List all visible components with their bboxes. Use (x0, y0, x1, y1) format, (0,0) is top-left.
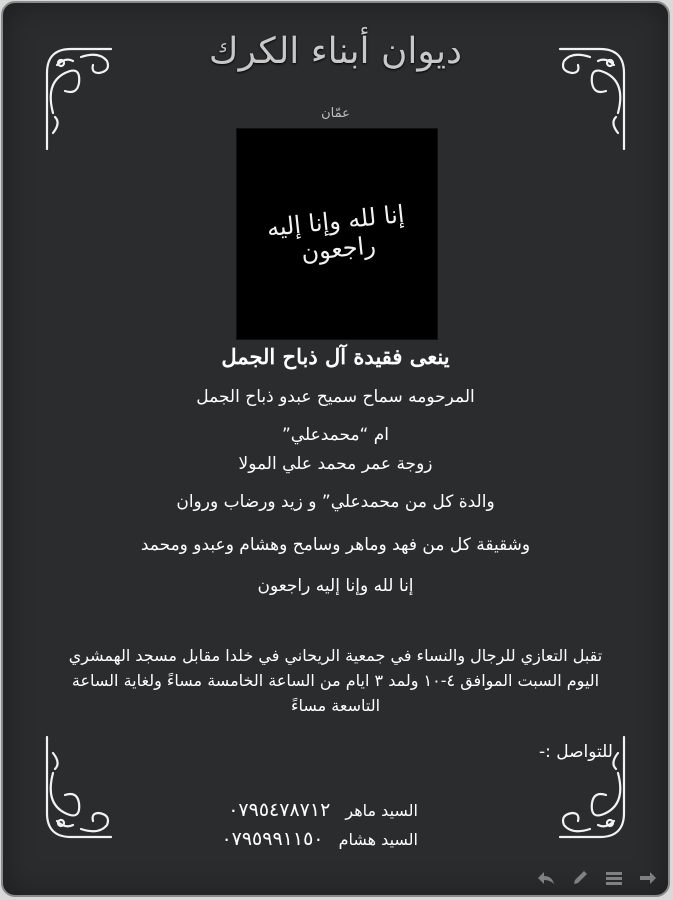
forward-icon[interactable] (638, 869, 658, 887)
mother-of: ام “محمدعلي” (281, 425, 390, 445)
edit-icon[interactable] (570, 869, 590, 887)
contact-title: للتواصل :- (538, 742, 613, 762)
post-toolbar (536, 867, 658, 889)
contact-phone: ٠٧٩٥٤٧٨٧١٢ (228, 799, 331, 821)
contact-item (221, 828, 418, 850)
calligraphy-image (236, 128, 438, 340)
header-title: ديوان أبناء الكرك (208, 31, 463, 72)
calligraphy-caption: إنا لله وإنا إليه راجعون (265, 199, 406, 267)
list-icon[interactable] (604, 869, 624, 887)
obituary-heading: ينعى فقيدة آل ذباح الجمل (221, 344, 450, 369)
contact-item (228, 799, 418, 821)
condolence-paragraph: تقبل التعازي للرجال والنساء في جمعية الريحاني في خلدا مقابل مسجد الهمشري اليوم السبت الموافق ٤-١٠ ولمد ٣ ايام من الساعة الخامسة مساءً ولغاية الساعة التاسعة مساءً (68, 646, 603, 715)
prayer-line: إنا لله وإنا إليه راجعون (257, 576, 414, 596)
children-line: والدة كل من محمدعلي” و زيد ورضاب وروان (176, 492, 495, 512)
obituary-card (1, 1, 670, 897)
ornament-corner-bottom-left (41, 733, 115, 843)
siblings-line: وشقيقة كل من فهد وماهر وسامح وهشام وعبدو ومحمد (140, 535, 531, 555)
reply-icon[interactable] (536, 869, 556, 887)
contact-phone: ٠٧٩٥٩٩١١٥٠ (221, 828, 324, 850)
header-subtitle: عمّان (321, 106, 350, 121)
deceased-name: المرحومه سماح سميح عبدو ذباح الجمل (196, 387, 475, 407)
wife-of: زوجة عمر محمد علي المولا (238, 454, 433, 474)
contact-name: السيد هشام (338, 830, 418, 849)
contact-name: السيد ماهر (345, 801, 418, 820)
